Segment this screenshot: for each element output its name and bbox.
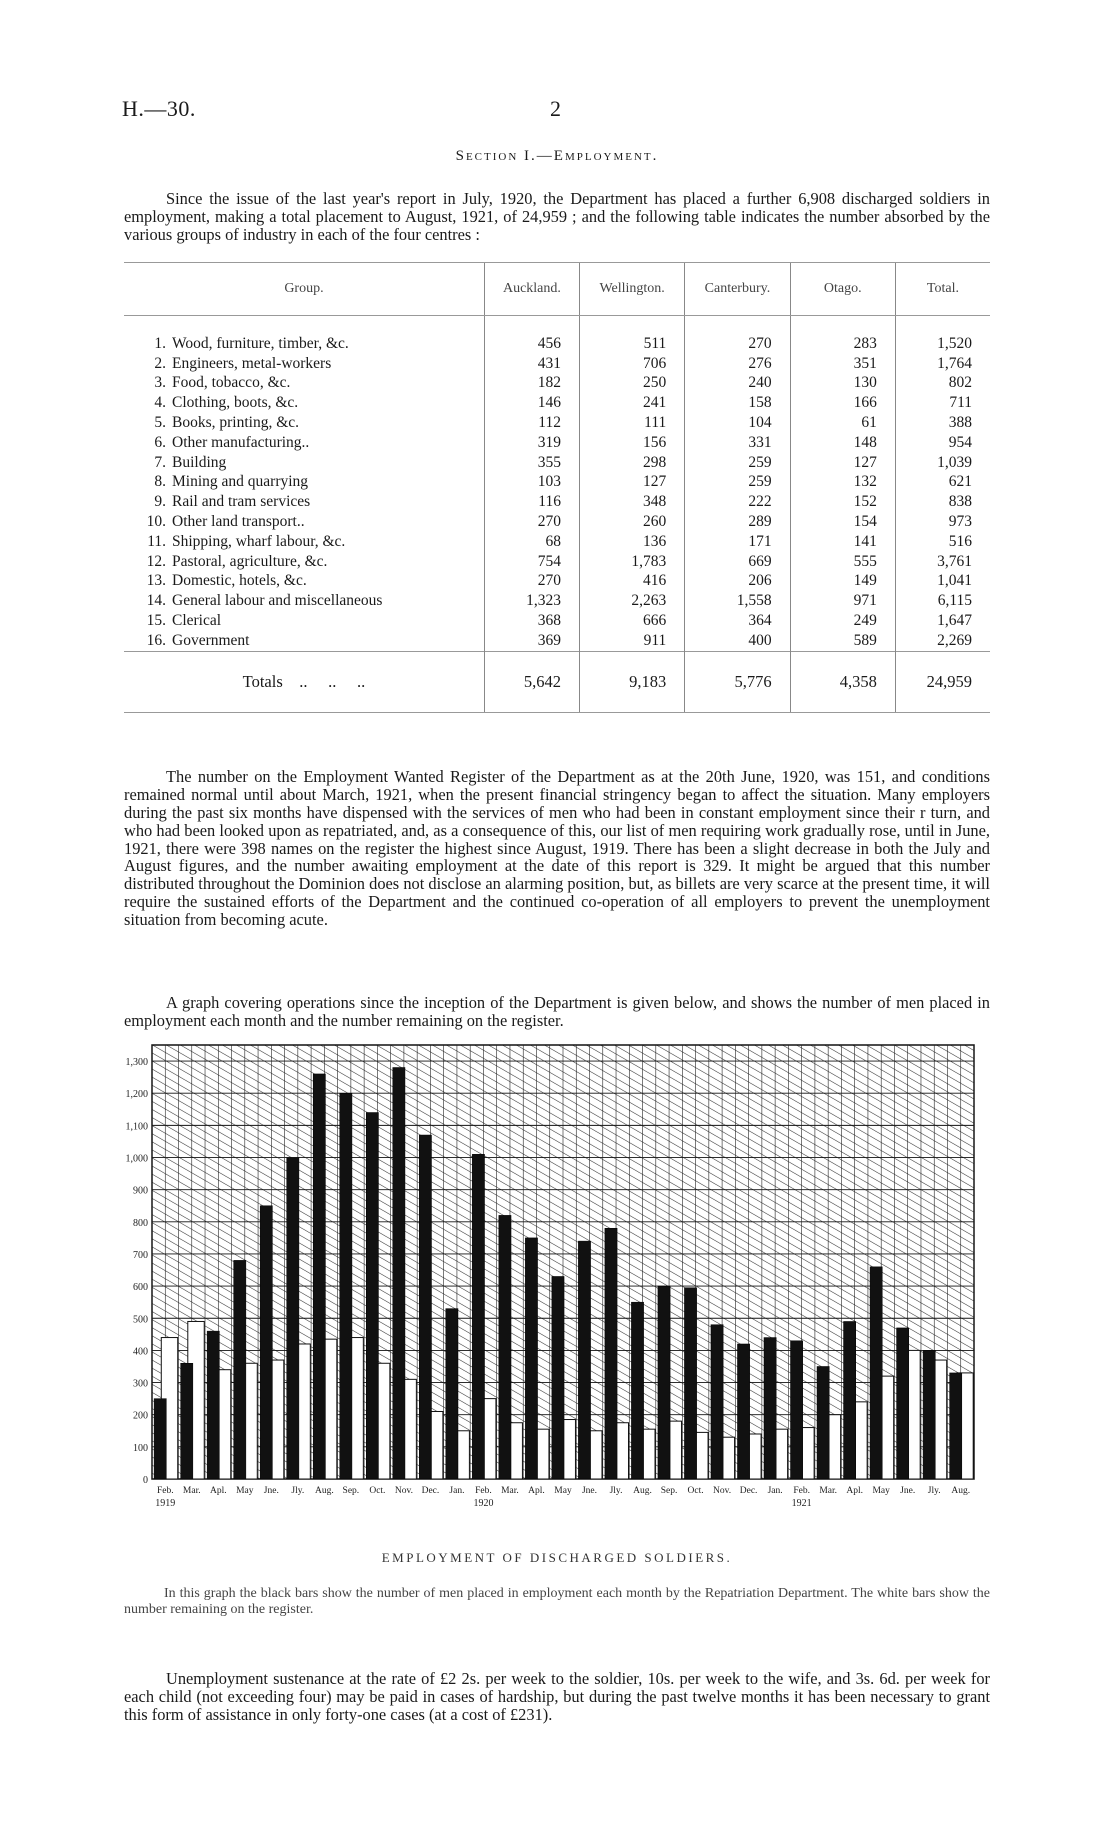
- group-name: Other land transport..: [172, 513, 305, 531]
- y-tick-label: 1,000: [125, 1153, 148, 1165]
- total-wellington: 9,183: [579, 651, 684, 712]
- group-name: Clothing, boots, &c.: [172, 394, 299, 412]
- total-cell: 954: [895, 433, 990, 453]
- auckland-cell: 146: [484, 393, 579, 413]
- total-cell: 711: [895, 393, 990, 413]
- group-cell: [124, 374, 484, 394]
- placed-bar: [313, 1074, 325, 1479]
- placed-bar: [844, 1321, 856, 1479]
- canterbury-cell: 1,558: [685, 591, 790, 611]
- group-number: 8.: [154, 473, 166, 491]
- group-number: 16.: [146, 631, 166, 649]
- group-number: 12.: [146, 552, 166, 570]
- canterbury-cell: 259: [685, 473, 790, 493]
- placed-bar: [631, 1302, 643, 1479]
- table-row: [124, 316, 990, 354]
- canterbury-cell: 270: [685, 316, 790, 354]
- wellington-cell: 706: [579, 354, 684, 374]
- page-number: 2: [550, 96, 561, 121]
- wellington-cell: 911: [579, 631, 684, 651]
- wellington-cell: 156: [579, 433, 684, 453]
- group-name: Government: [172, 631, 250, 649]
- group-cell: [124, 591, 484, 611]
- placed-bar: [870, 1267, 882, 1479]
- placed-bar: [791, 1341, 803, 1479]
- chart-caption: EMPLOYMENT OF DISCHARGED SOLDIERS.: [381, 1550, 733, 1565]
- col-header-wellington: Wellington.: [579, 263, 684, 316]
- y-tick-label: 800: [133, 1217, 148, 1229]
- auckland-cell: 270: [484, 572, 579, 592]
- x-tick-label: Feb.: [475, 1486, 492, 1496]
- table-row: [124, 572, 990, 592]
- table-row: [124, 611, 990, 631]
- placed-bar: [234, 1260, 246, 1479]
- group-name: General labour and miscellaneous: [172, 592, 383, 610]
- group-cell: [124, 473, 484, 493]
- auckland-cell: 182: [484, 374, 579, 394]
- placed-bar: [897, 1328, 909, 1479]
- group-number: 7.: [154, 453, 166, 471]
- x-tick-label: May: [236, 1486, 254, 1496]
- auckland-cell: 368: [484, 611, 579, 631]
- wellington-cell: 241: [579, 393, 684, 413]
- otago-cell: 351: [790, 354, 895, 374]
- y-tick-label: 1,200: [125, 1089, 148, 1101]
- auckland-cell: 431: [484, 354, 579, 374]
- group-cell: [124, 611, 484, 631]
- table-row: [124, 492, 990, 512]
- placed-bar: [764, 1338, 776, 1479]
- placed-bar: [923, 1350, 935, 1479]
- group-number: 10.: [146, 513, 166, 531]
- total-cell: 1,520: [895, 316, 990, 354]
- otago-cell: 127: [790, 453, 895, 473]
- employment-bar-chart: [110, 1037, 994, 1547]
- canterbury-cell: 240: [685, 374, 790, 394]
- group-name: Wood, furniture, timber, &c.: [172, 334, 349, 352]
- y-tick-label: 700: [133, 1249, 148, 1261]
- total-cell: 2,269: [895, 631, 990, 651]
- group-name: Pastoral, agriculture, &c.: [172, 552, 328, 570]
- canterbury-cell: 222: [685, 492, 790, 512]
- canterbury-cell: 400: [685, 631, 790, 651]
- total-cell: 3,761: [895, 552, 990, 572]
- auckland-cell: 68: [484, 532, 579, 552]
- canterbury-cell: 276: [685, 354, 790, 374]
- auckland-cell: 754: [484, 552, 579, 572]
- group-name: Shipping, wharf labour, &c.: [172, 532, 346, 550]
- otago-cell: 589: [790, 631, 895, 651]
- table-row: [124, 393, 990, 413]
- total-otago: 4,358: [790, 651, 895, 712]
- wellington-cell: 2,263: [579, 591, 684, 611]
- total-cell: 1,647: [895, 611, 990, 631]
- x-tick-label: Apl.: [528, 1486, 545, 1496]
- group-number: 6.: [154, 433, 166, 451]
- x-tick-label: May: [554, 1486, 572, 1496]
- total-cell: 388: [895, 413, 990, 433]
- placed-bar: [446, 1309, 458, 1479]
- group-cell: [124, 316, 484, 354]
- total-cell: 973: [895, 512, 990, 532]
- auckland-cell: 270: [484, 512, 579, 532]
- table-row: [124, 413, 990, 433]
- x-tick-label: Nov.: [394, 1486, 413, 1496]
- x-tick-label: Dec.: [739, 1486, 758, 1496]
- group-number: 11.: [147, 532, 166, 550]
- group-cell: [124, 413, 484, 433]
- table-header-row: [124, 263, 990, 316]
- grand-total: 24,959: [895, 651, 990, 712]
- wellington-cell: 511: [579, 316, 684, 354]
- group-number: 4.: [154, 394, 166, 412]
- group-name: Books, printing, &c.: [172, 414, 300, 432]
- canterbury-cell: 259: [685, 453, 790, 473]
- total-cell: 1,764: [895, 354, 990, 374]
- x-tick-label: May: [872, 1486, 890, 1496]
- placed-bar: [340, 1093, 352, 1479]
- x-tick-label: Jan.: [767, 1486, 783, 1496]
- group-name: Domestic, hotels, &c.: [172, 572, 307, 590]
- wellington-cell: 1,783: [579, 552, 684, 572]
- group-name: Mining and quarrying: [172, 473, 309, 491]
- placed-bar: [419, 1135, 431, 1479]
- canterbury-cell: 158: [685, 393, 790, 413]
- group-cell: [124, 631, 484, 651]
- otago-cell: 555: [790, 552, 895, 572]
- auckland-cell: 456: [484, 316, 579, 354]
- wellington-cell: 250: [579, 374, 684, 394]
- totals-label: Totals .. .. ..: [124, 651, 484, 712]
- x-tick-label: Aug.: [314, 1486, 334, 1496]
- auckland-cell: 112: [484, 413, 579, 433]
- placed-bar: [287, 1158, 299, 1479]
- placed-bar: [950, 1373, 962, 1479]
- placed-bar: [605, 1228, 617, 1479]
- placed-bar: [737, 1344, 749, 1479]
- x-tick-label: Sep.: [342, 1486, 360, 1496]
- auckland-cell: 1,323: [484, 591, 579, 611]
- group-name: Other manufacturing..: [172, 433, 310, 451]
- placed-bar: [366, 1113, 378, 1479]
- x-tick-label: Jne.: [263, 1486, 279, 1496]
- table-row: [124, 512, 990, 532]
- x-tick-label: Mar.: [182, 1486, 201, 1496]
- y-tick-label: 0: [143, 1475, 148, 1486]
- placed-bar: [817, 1366, 829, 1479]
- year-label: 1921: [791, 1498, 812, 1509]
- auckland-cell: 319: [484, 433, 579, 453]
- employment-table: [124, 262, 990, 713]
- placed-bar: [684, 1288, 696, 1479]
- group-number: 13.: [146, 572, 166, 590]
- table-row: [124, 532, 990, 552]
- otago-cell: 132: [790, 473, 895, 493]
- y-tick-label: 1,300: [125, 1057, 148, 1069]
- otago-cell: 971: [790, 591, 895, 611]
- group-cell: [124, 354, 484, 374]
- group-cell: [124, 433, 484, 453]
- table-row: [124, 552, 990, 572]
- placed-bar: [393, 1068, 405, 1479]
- x-tick-label: Sep.: [660, 1486, 678, 1496]
- sustenance-paragraph: Unemployment sustenance at the rate of £2 2s. per week to the soldier, 10s. per week to the wife, and 3s. 6d. per week for each child (not exceeding four) may be paid in cases of hardship, but during the past twelve months it has been necessary to grant this form of assistance in only forty-one cases (at a cost of £231).: [124, 1669, 990, 1724]
- table-row: [124, 473, 990, 493]
- placed-bar: [552, 1276, 564, 1479]
- group-cell: [124, 393, 484, 413]
- total-cell: 516: [895, 532, 990, 552]
- total-cell: 621: [895, 473, 990, 493]
- wellington-cell: 298: [579, 453, 684, 473]
- y-tick-label: 200: [133, 1410, 148, 1422]
- year-label: 1919: [155, 1498, 176, 1509]
- x-tick-label: Nov.: [713, 1486, 732, 1496]
- intro-paragraph: Since the issue of the last year's report in July, 1920, the Department has placed a further 6,908 discharged soldiers in employment, making a total placement to August, 1921, of 24,959 ; and the following table indicates the number absorbed by the various groups of industry in each of the four centres :: [124, 189, 990, 244]
- col-header-otago: Otago.: [790, 263, 895, 316]
- year-label: 1920: [473, 1498, 494, 1509]
- otago-cell: 61: [790, 413, 895, 433]
- placed-bar: [499, 1215, 511, 1479]
- wellington-cell: 136: [579, 532, 684, 552]
- y-tick-label: 100: [133, 1442, 148, 1454]
- group-number: 2.: [154, 354, 166, 372]
- group-cell: [124, 532, 484, 552]
- total-cell: 838: [895, 492, 990, 512]
- placed-bar: [260, 1206, 272, 1479]
- y-tick-label: 400: [133, 1346, 148, 1358]
- canterbury-cell: 669: [685, 552, 790, 572]
- canterbury-cell: 364: [685, 611, 790, 631]
- x-tick-label: Dec.: [421, 1486, 440, 1496]
- x-tick-label: Jly.: [291, 1486, 305, 1496]
- otago-cell: 154: [790, 512, 895, 532]
- col-header-canterbury: Canterbury.: [685, 263, 790, 316]
- total-cell: 802: [895, 374, 990, 394]
- wellington-cell: 127: [579, 473, 684, 493]
- auckland-cell: 103: [484, 473, 579, 493]
- totals-row: [124, 651, 990, 712]
- report-code: H.—30.: [122, 96, 196, 121]
- placed-bar: [472, 1154, 484, 1479]
- x-tick-label: Mar.: [819, 1486, 838, 1496]
- auckland-cell: 369: [484, 631, 579, 651]
- otago-cell: 249: [790, 611, 895, 631]
- section-title: Section I.—Employment.: [455, 148, 659, 164]
- group-number: 5.: [154, 414, 166, 432]
- graph-intro-paragraph: A graph covering operations since the inception of the Department is given below, and shows the number of men placed in employment each month and the number remaining on the register.: [124, 993, 990, 1031]
- canterbury-cell: 289: [685, 512, 790, 532]
- x-tick-label: Mar.: [501, 1486, 519, 1496]
- wellington-cell: 416: [579, 572, 684, 592]
- x-tick-label: Apl.: [846, 1486, 863, 1496]
- total-canterbury: 5,776: [685, 651, 790, 712]
- x-tick-label: Oct.: [687, 1486, 704, 1496]
- canterbury-cell: 206: [685, 572, 790, 592]
- group-cell: [124, 512, 484, 532]
- placed-bar: [154, 1399, 166, 1479]
- group-cell: [124, 492, 484, 512]
- col-header-total: Total.: [895, 263, 990, 316]
- auckland-cell: 355: [484, 453, 579, 473]
- group-number: 1.: [154, 334, 166, 352]
- y-tick-label: 900: [133, 1185, 148, 1197]
- x-tick-label: Aug.: [633, 1486, 652, 1496]
- table-row: [124, 591, 990, 611]
- otago-cell: 141: [790, 532, 895, 552]
- x-tick-label: Apl.: [209, 1486, 227, 1496]
- y-tick-label: 300: [133, 1378, 148, 1390]
- x-tick-label: Jne.: [900, 1486, 916, 1496]
- otago-cell: 283: [790, 316, 895, 354]
- table-row: [124, 374, 990, 394]
- total-cell: 1,041: [895, 572, 990, 592]
- table-body: [124, 316, 990, 652]
- col-header-auckland: Auckland.: [484, 263, 579, 316]
- group-name: Food, tobacco, &c.: [172, 374, 291, 392]
- otago-cell: 166: [790, 393, 895, 413]
- x-tick-label: Jly.: [609, 1486, 623, 1496]
- group-number: 15.: [146, 612, 166, 630]
- otago-cell: 149: [790, 572, 895, 592]
- table-row: [124, 433, 990, 453]
- placed-bar: [578, 1241, 590, 1479]
- total-cell: 1,039: [895, 453, 990, 473]
- wellington-cell: 348: [579, 492, 684, 512]
- table-row: [124, 631, 990, 651]
- col-header-group: Group.: [124, 263, 484, 316]
- placed-bar: [207, 1331, 219, 1479]
- placed-bar: [525, 1238, 537, 1479]
- wellington-cell: 260: [579, 512, 684, 532]
- x-tick-label: Aug.: [951, 1486, 971, 1496]
- y-tick-label: 1,100: [125, 1121, 148, 1133]
- canterbury-cell: 104: [685, 413, 790, 433]
- group-number: 14.: [146, 592, 166, 610]
- x-tick-label: Feb.: [793, 1486, 810, 1496]
- table-row: [124, 354, 990, 374]
- canterbury-cell: 171: [685, 532, 790, 552]
- x-tick-label: Oct.: [369, 1486, 386, 1496]
- otago-cell: 152: [790, 492, 895, 512]
- placed-bar: [658, 1286, 670, 1479]
- group-name: Clerical: [172, 612, 222, 630]
- group-name: Rail and tram services: [172, 493, 311, 511]
- group-name: Engineers, metal-workers: [172, 354, 332, 372]
- group-cell: [124, 552, 484, 572]
- otago-cell: 130: [790, 374, 895, 394]
- group-number: 9.: [154, 493, 166, 511]
- otago-cell: 148: [790, 433, 895, 453]
- group-cell: [124, 453, 484, 473]
- total-auckland: 5,642: [484, 651, 579, 712]
- canterbury-cell: 331: [685, 433, 790, 453]
- group-number: 3.: [154, 374, 166, 392]
- auckland-cell: 116: [484, 492, 579, 512]
- y-tick-label: 500: [133, 1314, 148, 1326]
- table-row: [124, 453, 990, 473]
- x-tick-label: Feb.: [156, 1486, 174, 1496]
- x-tick-label: Jan.: [449, 1486, 465, 1496]
- total-cell: 6,115: [895, 591, 990, 611]
- wellington-cell: 666: [579, 611, 684, 631]
- group-cell: [124, 572, 484, 592]
- wellington-cell: 111: [579, 413, 684, 433]
- x-tick-label: Jne.: [581, 1486, 598, 1496]
- y-tick-label: 600: [133, 1282, 148, 1294]
- x-tick-label: Jly.: [927, 1486, 941, 1496]
- group-name: Building: [172, 453, 227, 471]
- placed-bar: [711, 1325, 723, 1479]
- chart-note: In this graph the black bars show the number of men placed in employment each month by the Repatriation Department. The white bars show the number remaining on the register.: [124, 1586, 990, 1617]
- register-paragraph: The number on the Employment Wanted Register of the Department as at the 20th June, 1920, was 151, and conditions remained normal until about March, 1921, when the present financial stringency began to affect the situation. Many employers during the past six months have dispensed with the services of men who had been in constant employment since their r turn, and who had been looked upon as repatriated, and, as a consequence of this, our list of men requiring work gradually rose, until in June, 1921, there were 398 names on the register the highest since August, 1919. There has been a slight decrease in both the July and August figures, and the number awaiting employment at the date of this report is 329. It might be argued that this number distributed throughout the Dominion does not disclose an alarming position, but, as billets are very scarce at the present time, it will require the sustained efforts of the Department and the continued co-operation of all employers to prevent the unemployment situation from becoming acute.: [124, 767, 990, 929]
- placed-bar: [181, 1363, 193, 1479]
